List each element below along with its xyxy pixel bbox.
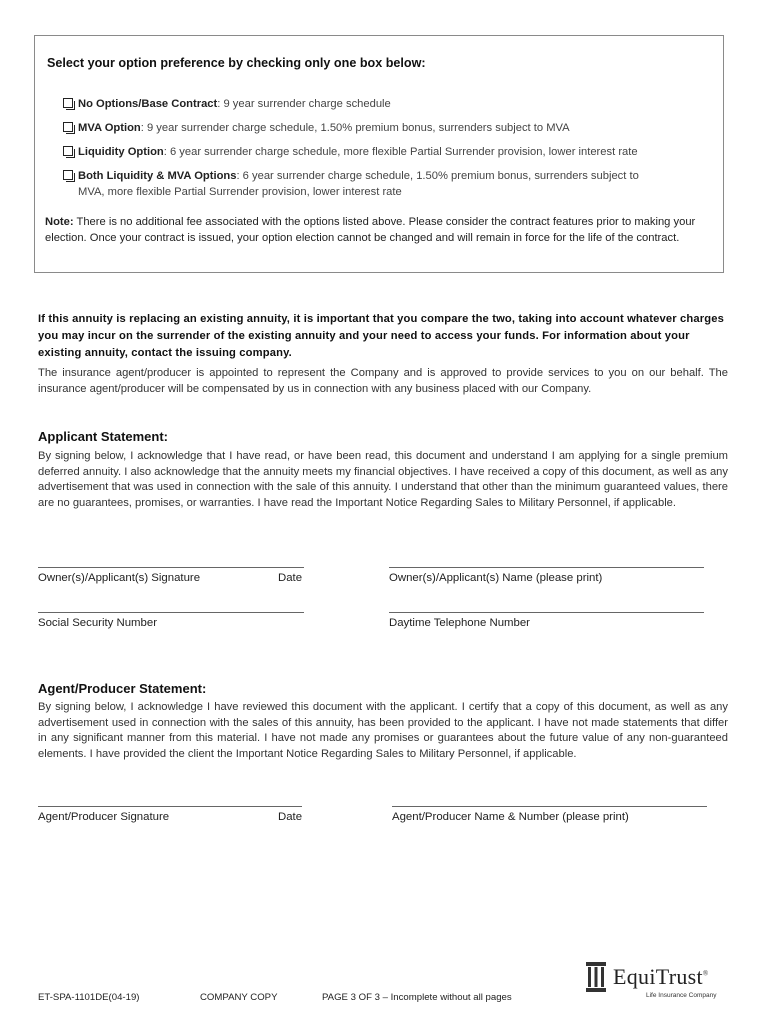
option-name: No Options/Base Contract bbox=[78, 98, 218, 110]
option-desc: : 9 year surrender charge schedule, 1.50% premium bonus, surrenders subject to MVA bbox=[140, 122, 570, 134]
agent-appointment-text: The insurance agent/producer is appointed to represent the Company and is approved to provide services to you on our behalf. The insurance agent/producer will be compensated by us in connection with any business placed with our Company. bbox=[38, 367, 728, 395]
agent-name-line[interactable] bbox=[392, 806, 707, 807]
owner-signature-line[interactable] bbox=[38, 567, 304, 568]
agent-signature-line[interactable] bbox=[38, 806, 302, 807]
option-desc: : 6 year surrender charge schedule, more flexible Partial Surrender provision, lower interest rate bbox=[163, 146, 638, 158]
form-id: ET-SPA-1101DE(04-19) bbox=[38, 992, 140, 1003]
column-logo-icon bbox=[586, 962, 606, 992]
ssn-label: Social Security Number bbox=[38, 617, 158, 629]
option-mva[interactable] bbox=[63, 120, 703, 136]
owner-date-label: Date bbox=[278, 572, 303, 584]
checkbox-mva[interactable] bbox=[63, 122, 73, 132]
checkbox-no-options[interactable] bbox=[63, 98, 73, 108]
applicant-heading: Applicant Statement: bbox=[38, 429, 169, 444]
agent-date-label: Date bbox=[278, 811, 303, 823]
logo-name: EquiTrust® bbox=[613, 964, 709, 989]
option-no-options[interactable] bbox=[63, 96, 703, 112]
agent-signature-label: Agent/Producer Signature bbox=[38, 811, 170, 823]
ssn-line[interactable] bbox=[38, 612, 304, 613]
options-title: Select your option preference by checking only one box below: bbox=[47, 56, 426, 70]
phone-line[interactable] bbox=[389, 612, 704, 613]
options-note bbox=[45, 215, 710, 246]
agent-name-label: Agent/Producer Name & Number (please print) bbox=[392, 811, 629, 823]
option-both[interactable] bbox=[63, 168, 663, 200]
option-name: Both Liquidity & MVA Options bbox=[78, 170, 237, 182]
page-number: PAGE 3 OF 3 – Incomplete without all pages bbox=[322, 992, 512, 1003]
owner-name-label: Owner(s)/Applicant(s) Name (please print) bbox=[389, 572, 603, 584]
logo-trademark: ® bbox=[702, 969, 709, 978]
replacement-warning: If this annuity is replacing an existing annuity, it is important that you compare the two, taking into account whatever charges you may incur on the surrender of the existing annuity and your need to access your funds. For information about your existing annuity, contact the issuing company. bbox=[38, 313, 725, 359]
agent-heading: Agent/Producer Statement: bbox=[38, 681, 207, 696]
equitrust-logo bbox=[586, 962, 726, 1004]
option-name: MVA Option bbox=[78, 122, 141, 134]
option-name: Liquidity Option bbox=[78, 146, 164, 158]
option-liquidity[interactable] bbox=[63, 144, 703, 160]
option-desc: : 6 year surrender charge schedule, 1.50% premium bonus, surrenders subject to MVA, more flexible Partial Surrender provision, lower interest rate bbox=[78, 170, 639, 198]
agent-statement-text: By signing below, I acknowledge I have reviewed this document with the applicant. I certify that a copy of this document, as well as any advertisement used in connection with the sales of this annuity, has been provided to the applicant. I have not made statements that differ in any significant manner from this material. I have not made any promises or guarantees about the future value of any non-guaranteed elements. I have provided the client the Important Notice Regarding Sales to Military Personnel, if applicable. bbox=[38, 701, 728, 760]
checkbox-liquidity[interactable] bbox=[63, 146, 73, 156]
logo-subtitle: Life Insurance Company bbox=[646, 992, 717, 999]
applicant-statement-text: By signing below, I acknowledge that I have read, or have been read, this document and understand I am applying for a single premium deferred annuity. I also acknowledge that the annuity meets my financial objectives. I have received a copy of this document, as well as any advertisement that was used in connection with the sale of this annuity. I understand that other than the minimum guaranteed values, there are no guarantees, promises, or warranties. I have read the Important Notice Regarding Sales to Military Personnel, if applicable. bbox=[38, 450, 728, 509]
note-text: There is no additional fee associated with the options listed above. Please consider the contract features prior to making your election. Once your contract is issued, your option election cannot be changed and will remain in force for the life of the contract. bbox=[45, 216, 696, 244]
owner-name-line[interactable] bbox=[389, 567, 704, 568]
option-selection-box bbox=[34, 35, 724, 273]
checkbox-both[interactable] bbox=[63, 170, 73, 180]
copy-label: COMPANY COPY bbox=[200, 992, 278, 1003]
option-desc: : 9 year surrender charge schedule bbox=[217, 98, 391, 110]
owner-signature-label: Owner(s)/Applicant(s) Signature bbox=[38, 572, 201, 584]
phone-label: Daytime Telephone Number bbox=[389, 617, 530, 629]
note-label: Note: bbox=[45, 216, 74, 228]
